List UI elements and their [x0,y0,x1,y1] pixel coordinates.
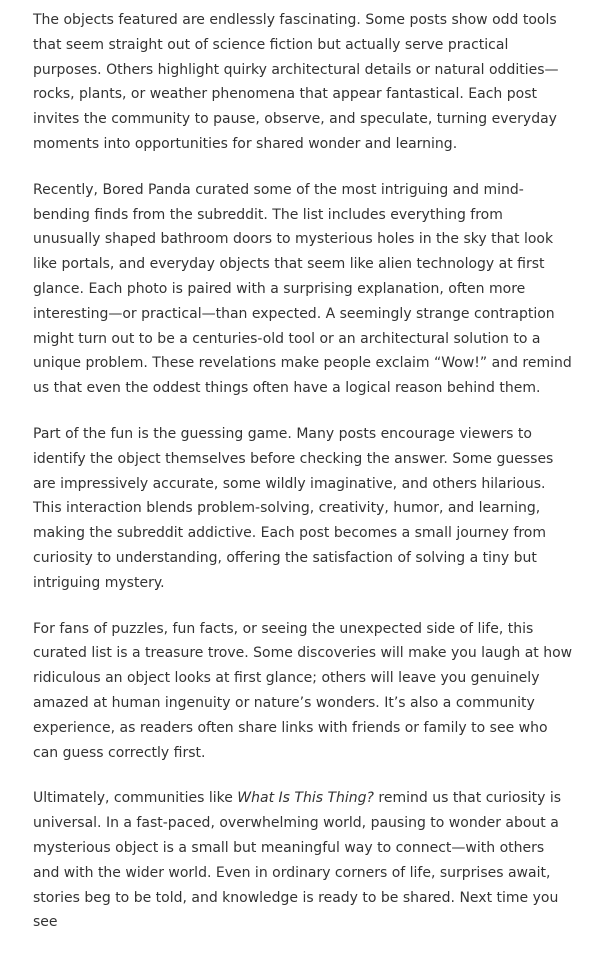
paragraph-ultimately-rest: remind us that curiosity is universal. In a fast-paced, overwhelming world, pausing to wonder about a mysterious object is a small but meaningful way to connect—with others and with the wider world. Even in ordinary corners of life, surprises await, stories beg to be told, and knowledge is ready to be shared. Next time you see [33,790,562,931]
paragraph-ultimately-start: Ultimately, communities like [33,790,238,807]
community-name-italic: What Is This Thing? [237,790,374,807]
article-body [33,8,573,956]
paragraph-guessing-game: Part of the fun is the guessing game. Many posts encourage viewers to identify the object themselves before checking the answer. Some guesses are impressively accurate, some wildly imaginative, and others hilarious. This interaction blends problem-solving, creativity, humor, and learning, making the subreddit addictive. Each post becomes a small journey from curiosity to understanding, offering the satisfaction of solving a tiny but intriguing mystery. [33,425,554,591]
paragraph-treasure-trove: For fans of puzzles, fun facts, or seeing the unexpected side of life, this curated list is a treasure trove. Some discoveries will make you laugh at how ridiculous an object looks at first glance; others will leave you genuinely amazed at human ingenuity or nature’s wonders. It’s also a community experience, as readers often share links with friends or family to see who can guess correctly first. [33,620,573,761]
paragraph-bored-panda-curated: Recently, Bored Panda curated some of the most intriguing and mind-bending finds from the subreddit. The list includes everything from unusually shaped bathroom doors to mysterious holes in the sky that look like portals, and everyday objects that seem like alien technology at first glance. Each photo is paired with a surprising explanation, often more interesting—or practical—than expected. A seemingly strange contraption might turn out to be a centuries-old tool or an architectural solution to a unique problem. These revelations make people exclaim “Wow!” and remind us that even the oddest things often have a logical reason behind them. [33,181,572,397]
paragraph-objects-fascinating: The objects featured are endlessly fascinating. Some posts show odd tools that seem straight out of science fiction but actually serve practical purposes. Others highlight quirky architectural details or natural oddities—rocks, plants, or weather phenomena that appear fantastical. Each post invites the community to pause, observe, and speculate, turning everyday moments into opportunities for shared wonder and learning. [33,12,559,152]
